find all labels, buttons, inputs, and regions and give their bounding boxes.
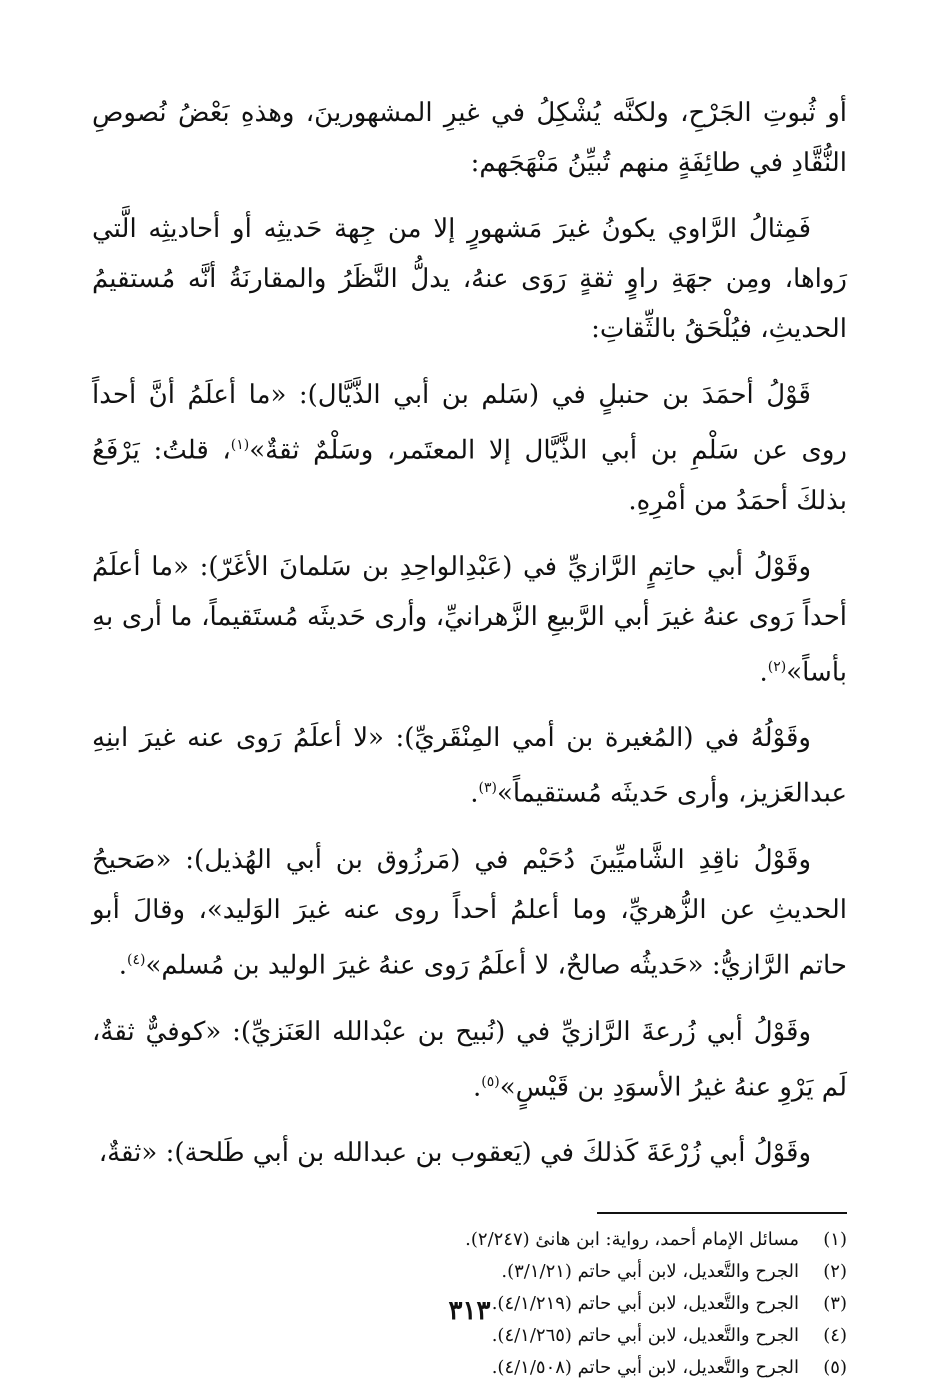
paragraph-tail: . — [473, 1072, 482, 1103]
footnote-reference: (٢) — [767, 658, 787, 675]
paragraph — [92, 88, 847, 188]
footnote-reference: (١) — [230, 437, 250, 453]
footnote-divider — [597, 1212, 847, 1214]
footnote-number: (٤) — [823, 1325, 847, 1347]
paragraph — [92, 1128, 847, 1178]
footnote-reference: (٥) — [481, 1073, 500, 1090]
paragraph — [92, 204, 847, 354]
paragraph-text: وقَوْلُ أبي زُرعةَ الرَّازيِّ في (نُبيح بن عبْدالله العَنَزيِّ): «كوفيٌّ ثقةٌ، لَم يَرْوِ عنهُ غيرُ الأسوَدِ بن قَيْسٍ» — [92, 1016, 847, 1103]
paragraph — [92, 713, 847, 819]
paragraph — [92, 835, 847, 991]
footnote — [92, 1224, 847, 1256]
footnote-text: الجرح والتَّعديل، لابن أبي حاتم (٤/١/٢٦٥). — [491, 1325, 799, 1347]
footnote-number: (١) — [823, 1229, 847, 1251]
footnote-text: الجرح والتَّعديل، لابن أبي حاتم (٤/١/٢١٩). — [491, 1293, 799, 1315]
paragraph-tail: . — [118, 950, 127, 981]
paragraph-tail: . — [759, 657, 768, 688]
footnote-reference: (٤) — [126, 951, 146, 968]
body-text — [92, 88, 847, 1178]
footnote — [92, 1352, 847, 1384]
paragraph — [92, 1007, 847, 1113]
footnote — [92, 1256, 847, 1288]
footnote-number: (٢) — [823, 1261, 847, 1283]
footnote-text: الجرح والتَّعديل، لابن أبي حاتم (٣/١/٢١). — [501, 1261, 799, 1283]
paragraph — [92, 542, 847, 698]
paragraph-text: وقَوْلُهُ في (المُغيرة بن أمي المِنْقَريِّ): «لا أعلَمُ رَوى عنه غيرَ ابنِهِ عبدالعَزيز، وأرى حَديثَه مُستقيماً» — [92, 723, 847, 809]
paragraph-tail: ، قلتُ: يَرْفَعُ بذلكَ أحمَدُ من أمْرِهِ. — [92, 435, 847, 516]
paragraph-text: وقَوْلُ ناقِدِ الشَّاميِّينَ دُحَيْم في (مَرزُوق بن أبي الهُذيل): «صَحيحُ الحديثِ عن الزُّهريِّ، وما أعلمُ أحداً روى عنه غيرَ الوَليد»، وقالَ أبو حاتم الرَّازيُّ: «حَديثُه صالحٌ، لا أعلَمُ رَوى عنهُ غيرَ الوليد بن مُسلم» — [92, 844, 847, 981]
footnote-text: الجرح والتَّعديل، لابن أبي حاتم (٤/١/٥٠٨). — [491, 1357, 799, 1379]
paragraph-tail: . — [470, 778, 479, 809]
paragraph-text: وقَوْلُ أبي زُرْعَةَ كَذلكَ في (يَعقوب بن عبدالله بن أبي طَلحة): «ثقةٌ، — [98, 1138, 811, 1169]
paragraph-text: فَمِثالُ الرَّاوي يكونُ غيرَ مَشهورٍ إلا من جِهة حَديثِه أو أحاديثِه الَّتي رَواها، ومِن جهَةِ راوٍ ثقةٍ رَوَى عنهُ، يدلُّ النَّظَرُ والمقارنَةُ أنَّه مُستقيمُ الحديثِ، فيُلْحَقُ بالثِّقاتِ: — [92, 214, 847, 344]
footnote-number: (٣) — [823, 1293, 847, 1315]
paragraph — [92, 370, 847, 526]
paragraph-text: أو ثُبوتِ الجَرْحِ، ولكنَّه يُشْكِلُ في غيرِ المشهورينَ، وهذهِ بَعْضُ نُصوصِ النُّقَّادِ في طائِفَةٍ منهم تُبيِّنُ مَنْهَجَهم: — [92, 98, 847, 178]
paragraph-text: قَوْلُ أحمَدَ بن حنبلٍ في (سَلم بن أبي الذَّيَّال): «ما أعلَمُ أنَّ أحداً روى عن سَلْمِ بن أبي الذَّيَّال إلا المعتَمر، وسَلْمٌ ثقةٌ» — [92, 380, 847, 466]
footnote-text: مسائل الإمام أحمد، رواية: ابن هانئ (٢/٢٤٧). — [465, 1229, 799, 1251]
footnote-reference: (٣) — [478, 780, 497, 797]
paragraph-text: وقَوْلُ أبي حاتِمٍ الرَّازيِّ في (عَبْدِالواحِدِ بن سَلمانَ الأغَرّ): «ما أعلَمُ أحداً رَوى عنهُ غيرَ أبي الرَّبيعِ الزَّهرانيِّ، وأرى حَديثَه مُستَقيماً، ما أرى بهِ بأساً» — [92, 551, 847, 688]
footnote-number: (٥) — [823, 1357, 847, 1379]
page-number: ٣١٣ — [448, 1296, 491, 1326]
